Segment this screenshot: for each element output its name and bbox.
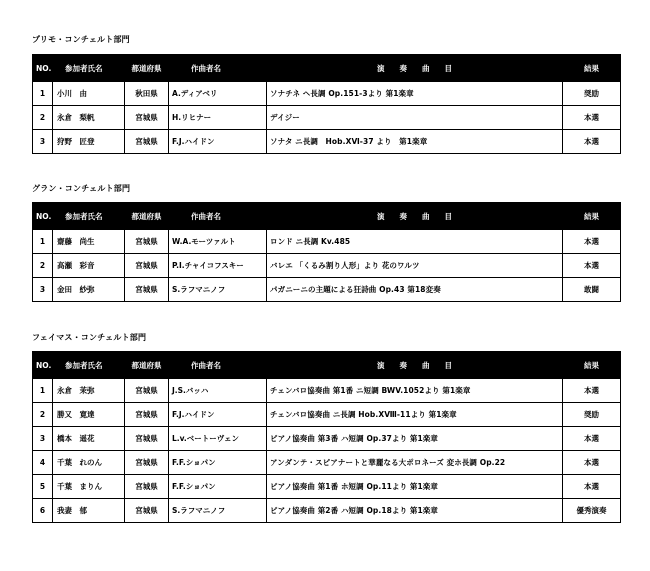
cell-composer: F.J.ハイドン: [169, 403, 267, 427]
cell-no: 5: [33, 475, 53, 499]
cell-result: 本選: [563, 427, 621, 451]
cell-name: 金田 紗弥: [53, 278, 125, 302]
table-row: [33, 379, 621, 403]
header-result: 結果: [563, 55, 621, 82]
header-result: 結果: [563, 203, 621, 230]
table-row: [33, 230, 621, 254]
cell-result: 本選: [563, 379, 621, 403]
header-no: NO.: [33, 203, 53, 230]
cell-piece: バレエ 「くるみ割り人形」より 花のワルツ: [267, 254, 563, 278]
cell-pref: 宮城県: [125, 130, 169, 154]
table-row: [33, 499, 621, 523]
table-row: [33, 130, 621, 154]
header-composer: 作曲者名: [169, 55, 267, 82]
header-name: 参加者氏名: [53, 55, 125, 82]
cell-name: 千葉 れのん: [53, 451, 125, 475]
cell-name: 勝又 寛達: [53, 403, 125, 427]
cell-result: 優秀演奏: [563, 499, 621, 523]
table-header-row: [33, 203, 621, 230]
cell-composer: W.A.モーツァルト: [169, 230, 267, 254]
cell-pref: 秋田県: [125, 82, 169, 106]
cell-result: 本選: [563, 106, 621, 130]
header-pref: 都道府県: [125, 203, 169, 230]
table-row: [33, 278, 621, 302]
cell-piece: ピアノ協奏曲 第2番 ハ短調 Op.18より 第1楽章: [267, 499, 563, 523]
cell-no: 3: [33, 278, 53, 302]
cell-composer: H.リヒナー: [169, 106, 267, 130]
cell-name: 狩野 匠登: [53, 130, 125, 154]
cell-pref: 宮城県: [125, 499, 169, 523]
cell-piece: チェンバロ協奏曲 ニ長調 Hob.ⅩⅧ-11より 第1楽章: [267, 403, 563, 427]
cell-name: 永倉 梨帆: [53, 106, 125, 130]
cell-result: 本選: [563, 254, 621, 278]
cell-pref: 宮城県: [125, 427, 169, 451]
results-table: [32, 202, 621, 302]
header-piece: 演 奏 曲 目: [267, 55, 563, 82]
cell-pref: 宮城県: [125, 278, 169, 302]
table-row: [33, 475, 621, 499]
header-pref: 都道府県: [125, 352, 169, 379]
cell-result: 敢闘: [563, 278, 621, 302]
header-no: NO.: [33, 55, 53, 82]
cell-piece: ソナタ ニ長調 Hob.ⅩⅥ-37 より 第1楽章: [267, 130, 563, 154]
table-row: [33, 82, 621, 106]
cell-pref: 宮城県: [125, 106, 169, 130]
cell-no: 6: [33, 499, 53, 523]
table-row: [33, 106, 621, 130]
table-row: [33, 451, 621, 475]
cell-name: 千葉 まりん: [53, 475, 125, 499]
cell-composer: S.ラフマニノフ: [169, 278, 267, 302]
cell-composer: P.I.チャイコフスキー: [169, 254, 267, 278]
cell-no: 2: [33, 106, 53, 130]
header-piece: 演 奏 曲 目: [267, 203, 563, 230]
header-piece: 演 奏 曲 目: [267, 352, 563, 379]
cell-no: 1: [33, 230, 53, 254]
cell-name: 小川 由: [53, 82, 125, 106]
table-row: [33, 427, 621, 451]
cell-pref: 宮城県: [125, 403, 169, 427]
header-result: 結果: [563, 352, 621, 379]
cell-no: 2: [33, 254, 53, 278]
header-pref: 都道府県: [125, 55, 169, 82]
cell-pref: 宮城県: [125, 254, 169, 278]
cell-piece: ピアノ協奏曲 第1番 ホ短調 Op.11より 第1楽章: [267, 475, 563, 499]
section-title: プリモ・コンチェルト部門: [32, 35, 130, 44]
table-row: [33, 403, 621, 427]
table-header-row: [33, 352, 621, 379]
cell-result: 奨励: [563, 403, 621, 427]
cell-name: 永倉 茉弥: [53, 379, 125, 403]
cell-no: 3: [33, 427, 53, 451]
cell-result: 本選: [563, 451, 621, 475]
header-composer: 作曲者名: [169, 352, 267, 379]
cell-piece: ロンド ニ長調 Kv.485: [267, 230, 563, 254]
cell-no: 3: [33, 130, 53, 154]
cell-name: 高瀬 彩音: [53, 254, 125, 278]
table-row: [33, 254, 621, 278]
cell-piece: デイジー: [267, 106, 563, 130]
cell-name: 我妻 郁: [53, 499, 125, 523]
cell-result: 本選: [563, 475, 621, 499]
table-header-row: [33, 55, 621, 82]
results-table: [32, 351, 621, 523]
cell-composer: A.ディアベリ: [169, 82, 267, 106]
cell-result: 奨励: [563, 82, 621, 106]
cell-piece: パガニーニの主題による狂詩曲 Op.43 第18変奏: [267, 278, 563, 302]
cell-piece: ピアノ協奏曲 第3番 ハ短調 Op.37より 第1楽章: [267, 427, 563, 451]
cell-piece: アンダンテ・スピアナートと華麗なる大ポロネーズ 変ホ長調 Op.22: [267, 451, 563, 475]
header-name: 参加者氏名: [53, 352, 125, 379]
cell-result: 本選: [563, 130, 621, 154]
cell-name: 橋本 遥花: [53, 427, 125, 451]
cell-name: 齋藤 尚生: [53, 230, 125, 254]
cell-pref: 宮城県: [125, 475, 169, 499]
cell-no: 2: [33, 403, 53, 427]
cell-composer: L.v.ベートーヴェン: [169, 427, 267, 451]
cell-piece: ソナチネ ヘ長調 Op.151-3より 第1楽章: [267, 82, 563, 106]
section-title: フェイマス・コンチェルト部門: [32, 333, 147, 342]
header-composer: 作曲者名: [169, 203, 267, 230]
header-name: 参加者氏名: [53, 203, 125, 230]
cell-composer: J.S.バッハ: [169, 379, 267, 403]
cell-no: 4: [33, 451, 53, 475]
cell-composer: F.J.ハイドン: [169, 130, 267, 154]
section-title: グラン・コンチェルト部門: [32, 184, 131, 193]
cell-pref: 宮城県: [125, 379, 169, 403]
cell-piece: チェンバロ協奏曲 第1番 ニ短調 BWV.1052より 第1楽章: [267, 379, 563, 403]
cell-pref: 宮城県: [125, 451, 169, 475]
cell-no: 1: [33, 82, 53, 106]
cell-composer: F.F.ショパン: [169, 475, 267, 499]
cell-composer: S.ラフマニノフ: [169, 499, 267, 523]
header-no: NO.: [33, 352, 53, 379]
cell-composer: F.F.ショパン: [169, 451, 267, 475]
results-table: [32, 54, 621, 154]
cell-result: 本選: [563, 230, 621, 254]
cell-pref: 宮城県: [125, 230, 169, 254]
cell-no: 1: [33, 379, 53, 403]
